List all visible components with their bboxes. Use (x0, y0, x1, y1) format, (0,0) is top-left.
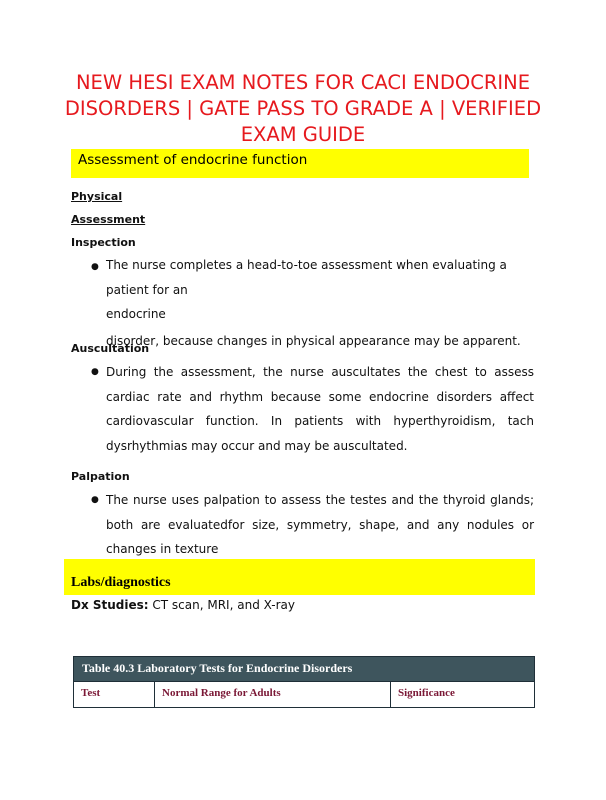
column-header-significance (391, 682, 533, 707)
assessment-label: Assessment (71, 213, 146, 226)
title-line-2: DISORDERS | GATE PASS TO GRADE A | VERIFIED (64, 97, 542, 120)
dx-studies-label: Dx Studies: (71, 598, 149, 612)
section-heading-assessment: Assessment of endocrine function (78, 152, 308, 168)
inspection-line-3: disorder, because changes in physical appearance may be apparent. (106, 333, 521, 348)
column-header-normal-range-label: Normal Range for Adults (162, 687, 281, 699)
title-line-3: EXAM GUIDE (240, 123, 366, 146)
column-header-test-label: Test (81, 687, 101, 699)
document-title (40, 70, 566, 148)
table-title: Table 40.3 Laboratory Tests for Endocrine Disorders (82, 661, 353, 675)
dx-studies-value: CT scan, MRI, and X-ray (148, 598, 295, 612)
physical-label: Physical (71, 190, 123, 203)
auscultation-paragraph: During the assessment, the nurse auscultates the chest to assess cardiac rate and rhythm because some endocrine disorders affect cardiovascular function. In patients with hyperthyroidism, tach dysrhythmias may occur and may be auscultated. (106, 365, 534, 453)
inspection-line-2: endocrine (106, 307, 166, 321)
palpation-paragraph: The nurse uses palpation to assess the testes and the thyroid glands; both are evaluatedfor size, symmetry, shape, and any nodules or changes in texture (106, 493, 534, 556)
column-header-normal-range (155, 682, 391, 707)
labs-heading: Labs/diagnostics (71, 575, 171, 590)
column-header-test (74, 682, 155, 707)
section-heading-highlight (71, 149, 529, 178)
inspection-heading: Inspection (71, 236, 136, 249)
column-header-significance-label: Significance (398, 687, 455, 699)
dx-studies (71, 598, 295, 612)
bullet-icon: ● (91, 262, 99, 272)
palpation-heading: Palpation (71, 470, 130, 483)
inspection-line-1: The nurse completes a head-to-toe assessment when evaluating a patient for an (106, 258, 507, 297)
labs-heading-highlight (64, 559, 535, 595)
table-title-bar (74, 657, 534, 681)
table-header-row (74, 681, 534, 707)
title-line-1: NEW HESI EXAM NOTES FOR CACI ENDOCRINE (75, 71, 531, 94)
bullet-icon: ● (91, 495, 99, 505)
bullet-icon: ● (91, 367, 99, 377)
auscultation-heading: Auscultation (71, 342, 150, 355)
lab-tests-table (73, 656, 535, 708)
inspection-paragraph (106, 253, 534, 353)
